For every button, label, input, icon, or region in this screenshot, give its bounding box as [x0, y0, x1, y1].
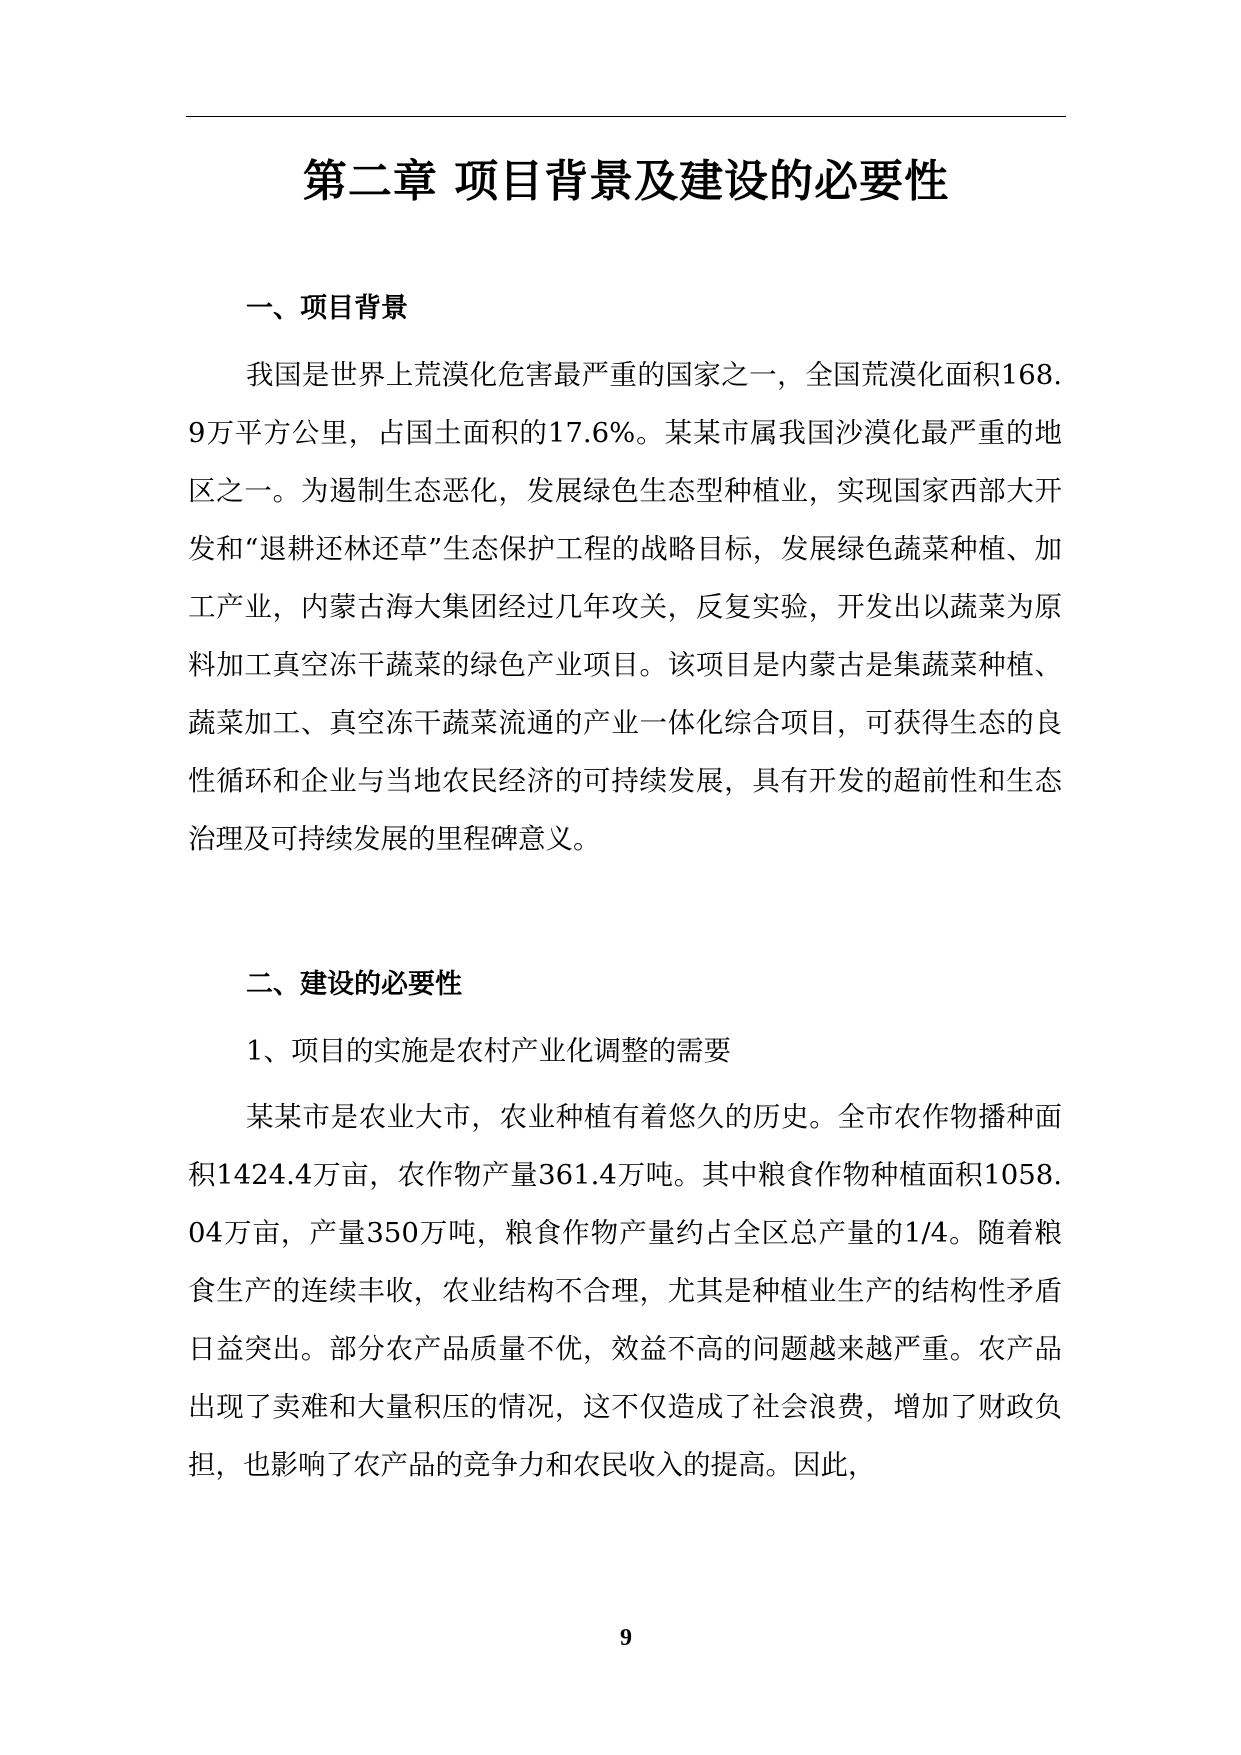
necessity-subitem-1: 1、项目的实施是农村产业化调整的需要: [246, 1035, 731, 1067]
section-heading-background: 一、项目背景: [246, 293, 408, 324]
header-rule: [186, 116, 1066, 117]
background-paragraph: 我国是世界上荒漠化危害最严重的国家之一，全国荒漠化面积168.9万平方公里，占国土面积的17.6%。某某市属我国沙漠化最严重的地区之一。为遏制生态恶化，发展绿色生态型种植业，实现国家西部大开发和“退耕还林还草”生态保护工程的战略目标，发展绿色蔬菜种植、加工产业，内蒙古海大集团经过几年攻关，反复实验，开发出以蔬菜为原料加工真空冻干蔬菜的绿色产业项目。该项目是内蒙古是集蔬菜种植、蔬菜加工、真空冻干蔬菜流通的产业一体化综合项目，可获得生态的良性循环和企业与当地农民经济的可持续发展，具有开发的超前性和生态治理及可持续发展的里程碑意义。: [188, 359, 1062, 855]
necessity-paragraph: 某某市是农业大市，农业种植有着悠久的历史。全市农作物播种面积1424.4万亩，农作物产量361.4万吨。其中粮食作物种植面积1058.04万亩，产量350万吨，粮食作物产量约占全区总产量的1/4。随着粮食生产的连续丰收，农业结构不合理，尤其是种植业生产的结构性矛盾日益突出。部分农产品质量不优，效益不高的问题越来越严重。农产品出现了卖难和大量积压的情况，这不仅造成了社会浪费，增加了财政负担，也影响了农产品的竞争力和农民收入的提高。因此，: [188, 1101, 1062, 1481]
section-heading-necessity: 二、建设的必要性: [246, 969, 462, 1000]
chapter-title: 第二章 项目背景及建设的必要性: [302, 156, 950, 207]
document-body: [188, 280, 1062, 1494]
page-number: 9: [620, 1625, 632, 1651]
